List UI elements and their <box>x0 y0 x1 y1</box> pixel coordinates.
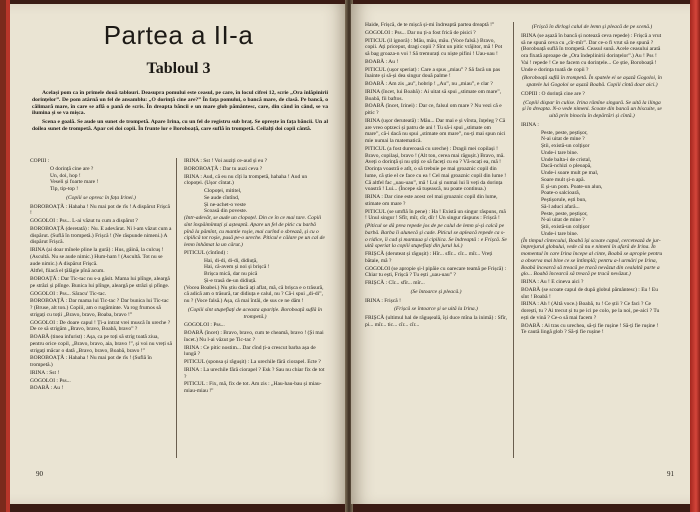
page-number-right: 91 <box>667 470 674 478</box>
song-line: Soare mult și-n apă. <box>541 176 585 183</box>
dialogue-line: IRINA (ai doar mînele pline la gură) : Hus, gâină, la culcuș ! (Ascultă. Nu se aude nimic.) Hum-ham ! (Ascultă. Tot nu se aude nimic.) A dispărut Frișcă. <box>30 247 164 267</box>
song-line: Peste, peste, peștișor, <box>541 129 588 136</box>
dialogue-line: BOABĂ : Ai tras cu urechea, să-ți fie rușine ! Să-ți fie rușine ! Te caută lingă glob ? Să-ți fie rușine ! <box>521 322 659 336</box>
dialogue-line: COPIII : <box>30 158 50 164</box>
song-line: Și ne-achet-o veste <box>204 201 246 208</box>
dialogue-line: BOABĂ (încet) : Bravo, bravo, cum te cheamă, bravo ! (Și mai încet.) Nu l-ai văzut pe Tic-tac ? <box>184 330 324 343</box>
song-line: Peștișorule, ești bun, <box>541 197 587 203</box>
dialogue-line: IRINA : Au ! E cineva aici ? <box>521 279 584 285</box>
dialogue-line: IRINA (ușor deruteată) : Mău... Dar mai e și vîrsta, înțeleg ? Că are vreo optzeci și patru de ani ! Tu să-i spui „stimate om mare”, că-i dacă nu spui „stimate om mare”, nu-ți mai spun nici mie numai la matematică. <box>365 117 506 144</box>
dialogue-line: BOABĂ (tinea infurist) : Așa, ca pe toți să strig toată ziua, pentru orice copil, „Bravo, bravo, aia, bravo !”, și voi nu vreți să strigați măcar o dată „Bravo, bravo, Boabă, bravo !” <box>30 334 172 354</box>
dialogue-line: GOGOLOI : Pss... Dar nu ți-a fost frică de pisici ? <box>365 29 476 36</box>
dialogue-line: IRINA : Ce pitic nostim... Dar cînd ți-a crescut barba așa de lungă ? <box>184 344 316 358</box>
song-line: Un, doi, hop ! <box>50 172 81 179</box>
dialogue-line: IRINA (încet, lui Boabă) : Ai uitat să spui „stimate om mare”, Boabă, fii baftos. <box>365 88 502 102</box>
dialogue-line: IRINA : <box>521 121 539 128</box>
dialogue-line: IRINA : Frișcă ! <box>365 297 401 304</box>
stage-direction: (Frișcă se întoarce și se uită la Irina.) <box>394 306 478 313</box>
dialogue-line: BOROBOAȚĂ (deretată) : Nu. E adevărat. Ni l-am văzut cum a dispărut. (Suflă în trompetă.) Frișcă ! (Ne răspunde nimeni.) A dispărut Frișcă. <box>30 225 172 246</box>
dialogue-line: FRIȘCĂ (deruteat și răgușit) : Hîr... sfîr... cîr... mîr... Vreți bătaie, mă ? <box>365 251 493 264</box>
stage-direction: (Copiii se opresc în fața Irinei.) <box>66 194 136 201</box>
dialogue-line: BOROBOAȚĂ : Dar mama lui Tic-tac ? Dar bunica lui Tic-tac ? (Bruse, alt ton.) Copiii, am o rugăminte. Va rog frumos să strigați cu toții „Bravo, bravo, Boaba, bravo !” <box>30 298 169 318</box>
column-divider <box>176 158 177 458</box>
song-line: Hai, că-avem și noi și brișcă ! <box>204 264 270 271</box>
song-line: Clopoței, mititel, <box>204 188 242 194</box>
song-line: Unde balta-i de cristal, <box>541 156 592 163</box>
right-column-1 <box>365 22 507 330</box>
dialogue-line: GOGOLOI : Pss... Săracu' Tic-tac. <box>30 290 107 297</box>
song-line: Scoasă din poveste. <box>204 208 248 215</box>
dialogue-line: PITICUL (ușor speriat) : Care a spus „miau” ? Să facă un pas înainte și să-și dea singur două palme ! <box>365 66 501 80</box>
song-line: Să-l aduci afară... <box>541 203 580 210</box>
right-column-2 <box>521 22 663 337</box>
dialogue-line: IRINA : Sst ! <box>30 369 60 376</box>
dialogue-line: PITICUL (sponsa și răgușit) : La urechile fără ciorapel. Ecte ? <box>184 359 321 365</box>
intro-paragraph: Același pom ca în primele două tablouri. Deasupra pomului este ceasul, pe care, în locul cifrei 12, scrie „Ora înlăpinirii dorințelor”. De pom atârnă un fel de ansamblu: „O dorință cine are?” În fața pomului, o bancă mare, de clasă. Pe bancă, o călimară mare, în care se află o pană de scris. În dreapta băncii e un mare glob pământesc, care, din când în când, se va ilumina și se va mișca. <box>32 90 328 117</box>
stage-direction: (În timpul cîntecului, Boabă își scoate capul, cercetează de jur-împrejurul globului, vede că nu e nimeni în afară de Irina. În momentul în care Irina începe al cinte, Boabă se apropie pentru a observa mai bine ce se întîmplă; pentru a-l urmări pe Irina, Boabă încearcă să treacă pe tracă nevăzut din cealaltă parte a glo... Boabă încearcă să treacă pe tracă nevăzut.) <box>521 237 663 278</box>
dialogue-line: GOGOLOI : Pss... L-ai văzut tu cum a dispărut ? <box>30 218 138 224</box>
song-line: Unde-i tare bine. <box>541 149 579 156</box>
dialogue-line: PITICUL (a fost dureroasă cu ureche) : Dragii mei copilași ! Bravo, copilași, bravo ! (Alt ton, cerea mai răgușit.) Bravo, mă. Aveți o dorință și nu știți ce să faceți cu ea ? Vă-ncați ea, mă ! Dorința voastră e atît, o să trebuie pe mai groaznic copil din lume, că știe el ce face cu ea ! Cel mai groaznic copil din lume ! Că altfel fac „uau-uau”, mă ! Lui și numai lui îi veți da dorința voastră ! Lui... (Începe să tușească, nu poate continua.) <box>365 145 507 193</box>
stage-intro <box>32 90 328 135</box>
song-line: Peste, peste, peștișor, <box>541 210 588 217</box>
right-page <box>351 4 690 504</box>
song-line: Dacă-nchizi o pleoapă, <box>541 163 592 170</box>
dialogue-line: GOGOLOI : De doare capul ! Ți-a intrat vrei muscă în ureche ? De ce să strigăm „Bravo, bravo, Boabă, bravo” ? <box>30 319 171 333</box>
dialogue-line: PITICUL (il ignoră) : Mău, mău, mău. (Voce falsă.) Bravo, copii. Ați priceput, dragi copii ? Sînt un pitic vrăjitor, mă ! Pot să bag groaza-n voi ! Să tremurați cu niște pifini ! Uau-uau ! <box>365 37 503 57</box>
dialogue-line: IRINA : Aud, că eu nu cîți la trompetă, hahaha ! Aud un clopoței. (Ușor cîntat.) <box>184 173 308 187</box>
stage-direction: (Copiii sînt stupefiați de aceasta apariție. Boroboață suflă în trompetă.) <box>187 306 323 320</box>
song-line: N-ai uitat de mine ? <box>541 217 585 224</box>
dialogue-line: FRIȘCĂ : Cîr... sfîr... mîr... <box>365 280 425 286</box>
stage-direction: (Boroboață suflă în trompetă. În spatele ei se așază Gogoloi, în spatele lui Gogoloi se așază Boabă. Copiii cîntă doar aici.) <box>522 75 662 88</box>
dialogue-line: FRIȘCĂ (ultimul hal de răgușeală, își duce mîna la inimă) : Sfîr, pi... mîr... tic... cîr... cîr... <box>365 315 507 328</box>
dialogue-line: BOABĂ (încet, Irinei) : Dar ce, falsul om mare ? Nu vezi că e pitic ? <box>365 103 502 116</box>
stage-direction: (Intr-adevăr, se aude un clopoțel. Din ce în ce mai tare. Copiii sînt înspăimîntați și așteaptă. Apare un fel de pitic cu barbă pînă la pămînt, cu mantie roșie, mai curînd o sbrează, și cu o cipilică tot roșie, pusă pe-o ureche. Piticul e călare pe un cal de lemn înhămat la un cărut.) <box>184 215 325 248</box>
song-line: Unde-i tare bine. <box>541 230 579 237</box>
song-line: Poate-o salcioară, <box>541 190 581 197</box>
song-line: Veseli și foarte mare ! <box>50 179 99 186</box>
song-line: Știi, există-un colțișor <box>541 224 590 230</box>
song-line: Tip, tip-top ! <box>50 186 79 192</box>
book-cover-edge <box>690 0 700 512</box>
dialogue-line: BOROBOAȚĂ : Hahaha ! Nu mai pot de rîs ! A dispărut Frișcă ! <box>30 203 170 217</box>
dialogue-line: BOROBOAȚĂ : Dar tu auzi ceva ? <box>184 165 263 172</box>
page-number-left: 90 <box>36 470 43 478</box>
dialogue-line: BOABĂ (se scoate capul de după globul pământesc) : Eu ! Eu sînt ! Boabă ! <box>521 286 659 300</box>
dialogue-line: Haide, Frișcă, de te mișcă și-mi îndreaptă partea dreaptă !” <box>365 22 495 28</box>
dialogue-line: IRINA : Ah ! (Altă voce.) Boabă, tu ! Ce știi ? Ce faci ? Ce dorești, tu ? Ai trecut și tu pe ici pe colo, pe la noi, pe-aici ? Tu ești de vină ? Ce-o să mai facem ? <box>521 301 660 321</box>
dialogue-line: Altfel, fiiacă el țâlăgie pînă acum. <box>30 268 105 275</box>
stage-direction: (Piticul se dă prea repede jos de pe calul de lemn și-și calcă pe barbă. Barba îi alunecă și cade. Piticul se apleacă repede ca s-o ridice, îi cad și mantaua și cipilica. Se îndreaptă : e Frișcă. Se uită speriat la copiii stupefiați din jurul lui.) <box>365 223 507 250</box>
dialogue-line: BOABĂ : Am zis „au”, hobrip ! „Au”, nu „miau”, e clar ? <box>365 81 493 87</box>
left-column-2 <box>184 158 326 396</box>
dialogue-line: GOGOLOI (se apropie și-l pipăie cu oarecare teamă pe Frișcă) : Chiar tu ești, Frișcă ? Tu ești „uau-uau” ? <box>365 265 507 279</box>
song-line: E și-un pom. Poate-un alun, <box>541 183 603 190</box>
dialogue-line: IRINA : Dar cine este acest cel mai groaznic copil din lume, stimate om mare ? <box>365 194 498 207</box>
left-column-1 <box>30 158 172 393</box>
stage-direction: (Frișcă în dirlogi calul de lemn și pleacă de pe scenă.) <box>531 24 653 30</box>
song-line: N-ai uitat de mine ? <box>541 136 585 143</box>
left-page <box>10 4 347 504</box>
dialogue-line: GOGOLOI : Pss... <box>184 322 225 329</box>
song-line: O dorință cine are ? <box>50 165 94 172</box>
dialogue-line: BOBOAȚĂ : Dar Tic-tac nu s-a găsit. Mama lui plînge, aleargă pe străzi și plînge. Bunica lui plînge, aleargă pe străzi și plînge. <box>30 276 170 289</box>
column-divider <box>513 22 514 458</box>
dialogue-line: BOABĂ : Au ! <box>365 58 399 65</box>
dialogue-line: IRINA : La urechile fără ciorapel ? Esk ? Sau nu chiar fix de tot ? <box>184 366 325 380</box>
dialogue-line: BOROBOAȚĂ : Hahaha ! Nu mai pot de rîs ! (Suflă în trompetă.) <box>30 355 152 368</box>
song-line: Știi, există-un colțișor <box>541 143 590 149</box>
song-line: Unde-i soare mult pe mal, <box>541 170 599 176</box>
dialogue-line: GOGOLOI : Pss... <box>30 377 71 384</box>
dialogue-line: IRINA (se așază în bancă și notează ceva repede) : Frișcă a vrut să ne spună ceva cu „cîr-mîr”. Dar ce-o fi vrut să ne spună ? (Boroboață suflă în trompetă. Ceasul sună. Acele ceasului arată ora fixată aproape de „Ora îndeplinirii dorințelor”.) Au ! Pss ! Vai ! repede ! Ce ne facem cu dorințele... Ce știe, Boroboață ! Unde e dorința toată de copii ? <box>521 32 662 73</box>
song-line: Brișca mică, dar nu pică <box>204 271 258 277</box>
dialogue-line: IRINA : Sst ! Voi auziți ce-aud și eu ? <box>184 158 268 164</box>
song-line: Și-e trasă de-un didiuță. <box>204 277 257 284</box>
dialogue-line: PITICUL (se umflă în pene) : Ha ! Există un singur răspuns, mă ! Unul singur ! Sfîr, mîr, cîr, dîr ! Un singur răspuns : Frișcă ! <box>365 208 506 222</box>
scene-subtitle: Tabloul 3 <box>146 60 211 77</box>
intro-paragraph: Scena e goală. Se aude un sunet de trompetă. Apare Irina, cu un fel de registru sub braț. Se oprește în fața băncii. Un al doilea sunet de trompetă. Apar cei doi copii. În frunte lor e Boroboață, care suflă în trompetă. Ceilalți doi copii cântă. <box>32 119 328 132</box>
song-line: Hai, di-di, di-di, didiuță, <box>204 257 258 264</box>
dialogue-line: PITICUL : Fix, mă, fix de tot. Am zis : „Hau-hau-bau și miau-miau-miau !” <box>184 381 322 394</box>
stage-direction: (Se întoarce și pleacă.) <box>410 288 462 295</box>
dialogue-line: (Vocea Boabei.) Nu știu dacă ați aflat, mă, că brișca e o trăsură, că adică am o trăsură, tar didiuța e calul, nu ? Că-i spui „di-di”, nu ? (Voce falsă.) Așa, că mai întâi, de sus ce ne dăm ! <box>184 284 324 304</box>
dialogue-line: BOABĂ : Au ! <box>30 385 64 392</box>
song-line: Se aude cîntînd, <box>204 194 240 201</box>
dialogue-line: COPIII : O dorință cine are ? <box>521 90 585 97</box>
page-title: Partea a II-a <box>103 20 254 50</box>
stage-direction: (Copiii dispar în culise. Irina rămîne singură. Se uită la ilinga și în dreapta. N-o vede nimeni. Scoate din bancă un biscuite, se uită prin binoclu în depărtări și cîntă.) <box>522 99 662 119</box>
dialogue-line: PITICUL (cîntînd) : <box>184 249 229 256</box>
